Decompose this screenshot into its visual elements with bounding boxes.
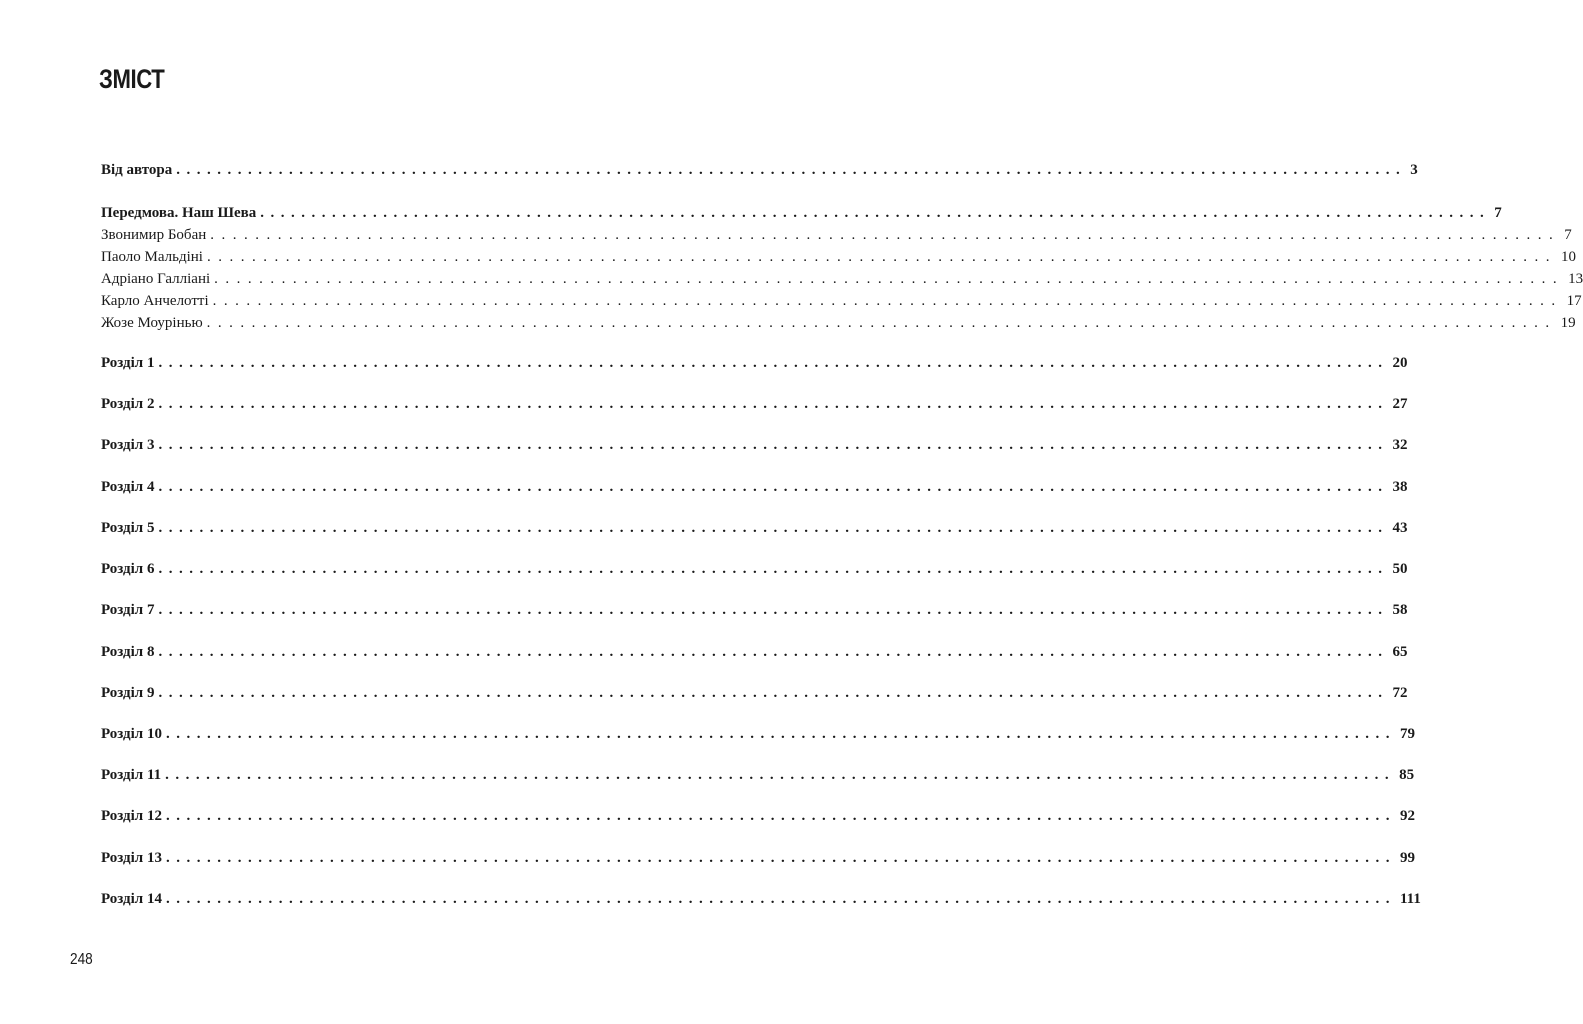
toc-entry-label: Розділ 13 [101,850,162,866]
toc-entry[interactable] [101,845,1415,867]
toc-entry[interactable] [101,680,1408,702]
dot-leader: ........................................................................................................................ [165,808,1396,824]
toc-subentry[interactable] [101,222,1572,244]
toc-entry-label: Розділ 12 [101,808,162,824]
toc-entry[interactable] [101,391,1408,413]
toc-entry-label: Паоло Мальдіні [101,249,203,265]
dot-leader: ........................................................................................................................ [158,602,1389,618]
dot-leader: ........................................................................................................................ [206,315,1557,331]
toc-entry-page: 50 [1392,561,1408,577]
toc-entry[interactable] [101,556,1408,578]
toc-entry-page: 17 [1566,293,1582,309]
dot-leader: ........................................................................................................................ [158,355,1389,371]
toc-entry-page: 65 [1392,644,1408,660]
dot-leader: ........................................................................................................................ [206,249,1557,265]
toc-title: ЗМІСТ [99,64,165,94]
dot-leader: ........................................................................................................................ [212,293,1563,309]
dot-leader: ........................................................................................................................ [165,850,1396,866]
toc-entry-page: 79 [1399,726,1415,742]
toc-entry-label: Розділ 14 [101,891,162,907]
toc-entry[interactable] [101,432,1408,454]
toc-entry-page: 99 [1399,850,1415,866]
toc-entry-label: Розділ 5 [101,520,155,536]
toc-entry-label: Розділ 3 [101,437,155,453]
toc-entry[interactable] [101,886,1421,908]
toc-entry[interactable] [101,803,1415,825]
toc-subentry[interactable] [101,288,1582,310]
toc-entry[interactable] [101,515,1408,537]
toc-entry-label: Розділ 11 [101,767,162,783]
toc-entry-label: Розділ 9 [101,685,155,701]
toc-entry-label: Жозе Моурінью [101,315,203,331]
toc-entry-page: 20 [1392,355,1408,371]
toc-entry-label: Адріано Галліані [101,271,211,287]
toc-entry-page: 13 [1568,271,1583,287]
dot-leader: ........................................................................................................................ [165,767,1396,783]
dot-leader: ........................................................................................................................ [158,685,1389,701]
toc-entry-page: 7 [1494,205,1502,221]
toc-entry-page: 111 [1399,891,1421,907]
toc-entry-label: Звонимир Бобан [101,227,207,243]
dot-leader: ........................................................................................................................ [158,561,1389,577]
dot-leader: ........................................................................................................................ [158,396,1389,412]
toc-entry-page: 58 [1392,602,1408,618]
toc-entry-page: 92 [1399,808,1415,824]
toc-entry-label: Розділ 10 [101,726,162,742]
toc-entry-label: Розділ 4 [101,479,155,495]
dot-leader: ........................................................................................................................ [214,271,1565,287]
toc-entry-label: Розділ 2 [101,396,155,412]
toc-entry-label: Розділ 1 [101,355,155,371]
toc-entry[interactable] [101,639,1408,661]
toc-entry-page: 27 [1392,396,1408,412]
toc-subentry[interactable] [101,310,1576,332]
toc-entry[interactable] [101,721,1415,743]
dot-leader: ........................................................................................................................ [176,162,1407,178]
toc-entry-page: 32 [1392,437,1408,453]
toc-entry-label: Розділ 7 [101,602,155,618]
toc-entry[interactable] [101,597,1408,619]
toc-subentry[interactable] [101,266,1583,288]
toc-entry[interactable] [101,157,1418,179]
dot-leader: ........................................................................................................................ [260,205,1491,221]
toc-entry-page: 38 [1392,479,1408,495]
toc-entry-label: Розділ 6 [101,561,155,577]
toc-entry[interactable] [101,474,1408,496]
toc-entry-page: 19 [1560,315,1576,331]
toc-entry-label: Карло Анчелотті [101,293,209,309]
dot-leader: ........................................................................................................................ [165,726,1396,742]
toc-entry-label: Розділ 8 [101,644,155,660]
toc-subentry[interactable] [101,244,1576,266]
toc-entry-page: 3 [1410,162,1418,178]
toc-entry-page: 72 [1392,685,1408,701]
toc-entry-page: 43 [1392,520,1408,536]
dot-leader: ........................................................................................................................ [158,437,1389,453]
toc-entry[interactable] [101,350,1408,372]
toc-entry-page: 10 [1560,249,1576,265]
dot-leader: ........................................................................................................................ [158,520,1389,536]
toc-entry[interactable] [101,200,1502,222]
toc-entry-page: 7 [1564,227,1572,243]
toc-entry-label: Від автора [101,162,173,178]
toc-entry-label: Передмова. Наш Шева [101,205,257,221]
page-number: 248 [70,951,93,968]
dot-leader: ........................................................................................................................ [158,479,1389,495]
toc-entry[interactable] [101,762,1415,784]
toc-entry-page: 85 [1399,767,1415,783]
dot-leader: ........................................................................................................................ [158,644,1389,660]
dot-leader: ........................................................................................................................ [210,227,1561,243]
dot-leader: ........................................................................................................................ [165,891,1396,907]
